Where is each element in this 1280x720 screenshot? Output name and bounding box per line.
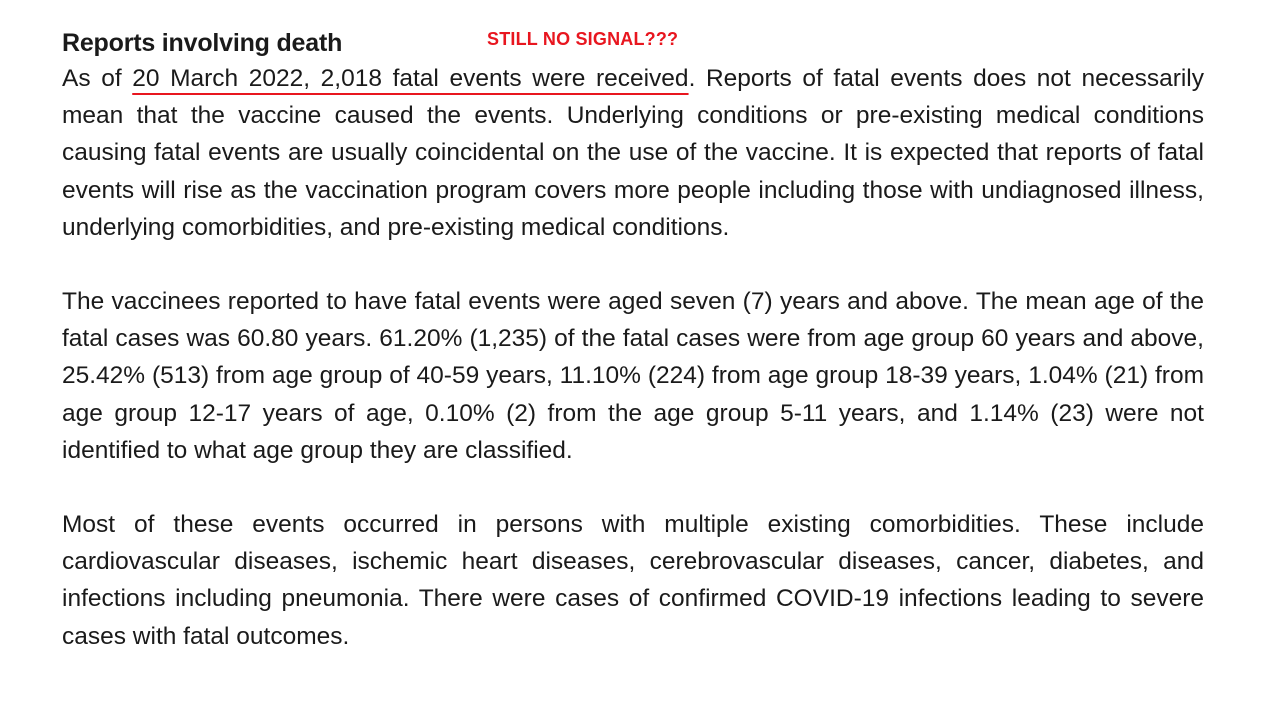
paragraph-comorbidities: Most of these events occurred in persons with multiple existing comorbidities. These include cardiovascular diseases, ischemic heart diseases, cerebrovascular diseases, cancer, diabetes, and infections including pneumonia. There were cases of confirmed COVID-19 infections leading to severe cases with fatal outcomes. — [62, 511, 1204, 650]
paragraph-fatal-events — [62, 60, 1204, 246]
document-section — [62, 26, 1204, 655]
section-heading: Reports involving death — [62, 29, 343, 57]
paragraph-rest: . Reports of fatal events does not necessarily mean that the vaccine caused the events. Underlying conditions or pre-existing medical conditions causing fatal events are usually coincidental on the use of the vaccine. It is expected that reports of fatal events will rise as the vaccination program covers more people including those with undiagnosed illness, underlying comorbidities, and pre-existing medical conditions. — [62, 65, 1204, 241]
paragraph-age-groups: The vaccinees reported to have fatal events were aged seven (7) years and above. The mean age of the fatal cases was 60.80 years. 61.20% (1,235) of the fatal cases were from age group 60 years and above, 25.42% (513) from age group of 40-59 years, 11.10% (224) from age group 18-39 years, 1.04% (21) from age group 12-17 years of age, 0.10% (2) from the age group 5-11 years, and 1.14% (23) were not identified to what age group they are classified. — [62, 288, 1204, 464]
underlined-highlight: 20 March 2022, 2,018 fatal events were received — [132, 65, 689, 92]
paragraph-prefix: As of — [62, 65, 133, 92]
red-annotation: STILL NO SIGNAL??? — [487, 29, 679, 49]
